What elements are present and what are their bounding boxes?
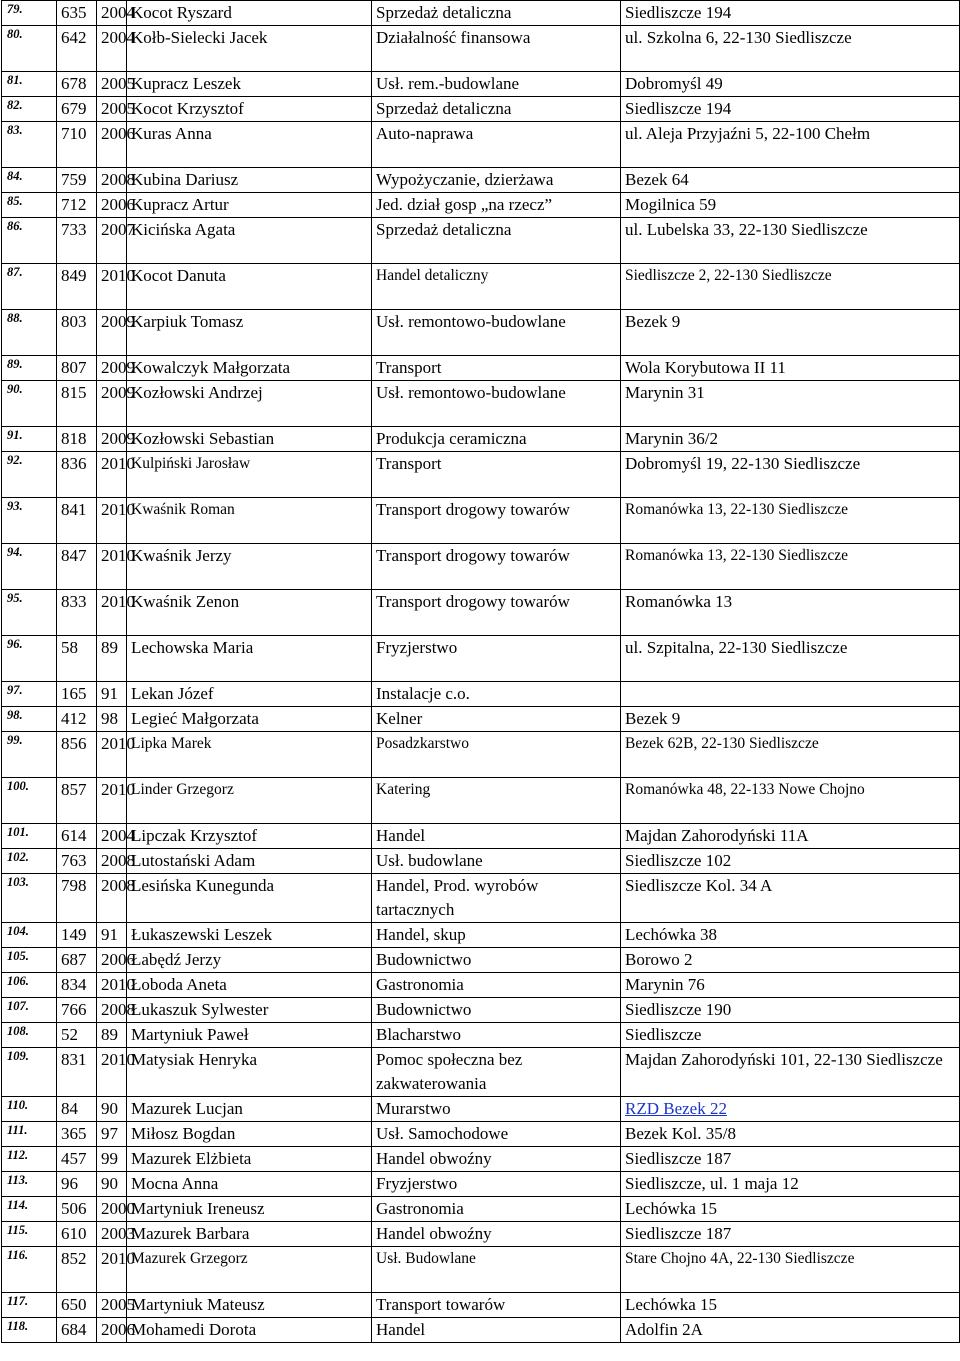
row-number: 95.: [2, 590, 57, 636]
registry-year: 91: [97, 682, 127, 707]
business-activity: Handel obwoźny: [372, 1147, 621, 1172]
registry-year: 2010: [97, 590, 127, 636]
registry-id: 836: [57, 452, 97, 498]
owner-name: Kocot Danuta: [127, 264, 372, 310]
owner-name: Kubina Dariusz: [127, 168, 372, 193]
owner-name: Kwaśnik Jerzy: [127, 544, 372, 590]
business-address: Siedliszcze: [621, 1023, 960, 1048]
registry-table: [1, 0, 960, 1343]
owner-name: Lipczak Krzysztof: [127, 824, 372, 849]
business-address: Dobromyśl 19, 22-130 Siedliszcze: [621, 452, 960, 498]
table-row: [2, 1222, 960, 1247]
row-number: 79.: [2, 1, 57, 26]
business-activity: Działalność finansowa: [372, 26, 621, 72]
business-activity: Transport: [372, 356, 621, 381]
business-activity: Transport drogowy towarów: [372, 498, 621, 544]
row-number: 80.: [2, 26, 57, 72]
business-activity: Transport towarów: [372, 1293, 621, 1318]
business-address: ul. Lubelska 33, 22-130 Siedliszcze: [621, 218, 960, 264]
row-number: 93.: [2, 498, 57, 544]
owner-name: Łukaszuk Sylwester: [127, 998, 372, 1023]
row-number: 115.: [2, 1222, 57, 1247]
business-address: ul. Szpitalna, 22-130 Siedliszcze: [621, 636, 960, 682]
table-row: [2, 636, 960, 682]
business-activity: Pomoc społeczna bez zakwaterowania: [372, 1048, 621, 1097]
business-activity: Murarstwo: [372, 1097, 621, 1122]
registry-id: 849: [57, 264, 97, 310]
registry-year: 2007: [97, 218, 127, 264]
row-number: 108.: [2, 1023, 57, 1048]
business-activity: Handel detaliczny: [372, 264, 621, 310]
owner-name: Kocot Krzysztof: [127, 97, 372, 122]
registry-id: 763: [57, 849, 97, 874]
owner-name: Mazurek Lucjan: [127, 1097, 372, 1122]
table-row: [2, 923, 960, 948]
registry-id: 457: [57, 1147, 97, 1172]
owner-name: Kulpiński Jarosław: [127, 452, 372, 498]
owner-name: Lipka Marek: [127, 732, 372, 778]
table-row: [2, 1023, 960, 1048]
table-row: [2, 26, 960, 72]
table-row: [2, 778, 960, 824]
table-row: [2, 544, 960, 590]
owner-name: Kozłowski Andrzej: [127, 381, 372, 427]
business-address: Siedliszcze 190: [621, 998, 960, 1023]
registry-year: 2004: [97, 1, 127, 26]
table-row: [2, 1247, 960, 1293]
business-address: Bezek 9: [621, 310, 960, 356]
row-number: 81.: [2, 72, 57, 97]
owner-name: Kupracz Leszek: [127, 72, 372, 97]
owner-name: Martyniuk Paweł: [127, 1023, 372, 1048]
registry-id: 52: [57, 1023, 97, 1048]
business-activity: Auto-naprawa: [372, 122, 621, 168]
registry-id: 712: [57, 193, 97, 218]
business-address: Lechówka 15: [621, 1197, 960, 1222]
registry-year: 2009: [97, 427, 127, 452]
table-row: [2, 1097, 960, 1122]
table-row: [2, 122, 960, 168]
table-row: [2, 356, 960, 381]
owner-name: Linder Grzegorz: [127, 778, 372, 824]
registry-id: 365: [57, 1122, 97, 1147]
table-row: [2, 682, 960, 707]
table-row: [2, 381, 960, 427]
table-row: [2, 849, 960, 874]
registry-rows: [2, 1, 960, 1343]
row-number: 112.: [2, 1147, 57, 1172]
row-number: 89.: [2, 356, 57, 381]
row-number: 101.: [2, 824, 57, 849]
row-number: 88.: [2, 310, 57, 356]
registry-year: 2010: [97, 264, 127, 310]
owner-name: Miłosz Bogdan: [127, 1122, 372, 1147]
registry-year: 90: [97, 1172, 127, 1197]
business-address: Lechówka 38: [621, 923, 960, 948]
registry-id: 857: [57, 778, 97, 824]
row-number: 99.: [2, 732, 57, 778]
business-address: Bezek 64: [621, 168, 960, 193]
registry-year: 90: [97, 1097, 127, 1122]
table-row: [2, 1122, 960, 1147]
registry-id: 831: [57, 1048, 97, 1097]
registry-id: 833: [57, 590, 97, 636]
business-address: Majdan Zahorodyński 11A: [621, 824, 960, 849]
row-number: 117.: [2, 1293, 57, 1318]
registry-id: 852: [57, 1247, 97, 1293]
business-address: Siedliszcze, ul. 1 maja 12: [621, 1172, 960, 1197]
registry-id: 635: [57, 1, 97, 26]
registry-id: 759: [57, 168, 97, 193]
table-row: [2, 1318, 960, 1343]
registry-id: 847: [57, 544, 97, 590]
row-number: 83.: [2, 122, 57, 168]
business-address: Majdan Zahorodyński 101, 22-130 Siedliszcze: [621, 1048, 960, 1097]
registry-year: 2005: [97, 1293, 127, 1318]
registry-year: 2008: [97, 168, 127, 193]
owner-name: Lekan Józef: [127, 682, 372, 707]
table-row: [2, 1172, 960, 1197]
registry-id: 766: [57, 998, 97, 1023]
table-row: [2, 168, 960, 193]
registry-year: 2006: [97, 122, 127, 168]
business-activity: Transport drogowy towarów: [372, 544, 621, 590]
business-address: Mogilnica 59: [621, 193, 960, 218]
business-address: ul. Aleja Przyjaźni 5, 22-100 Chełm: [621, 122, 960, 168]
table-row: [2, 1293, 960, 1318]
business-activity: Fryzjerstwo: [372, 1172, 621, 1197]
row-number: 90.: [2, 381, 57, 427]
registry-id: 856: [57, 732, 97, 778]
business-address: [621, 682, 960, 707]
registry-id: 807: [57, 356, 97, 381]
row-number: 105.: [2, 948, 57, 973]
business-activity: Handel, Prod. wyrobów tartacznych: [372, 874, 621, 923]
owner-name: Mazurek Elżbieta: [127, 1147, 372, 1172]
registry-id: 679: [57, 97, 97, 122]
business-activity: Produkcja ceramiczna: [372, 427, 621, 452]
table-row: [2, 1147, 960, 1172]
registry-year: 2003: [97, 1222, 127, 1247]
business-address: Marynin 76: [621, 973, 960, 998]
registry-id: 684: [57, 1318, 97, 1343]
registry-year: 89: [97, 636, 127, 682]
business-address: Marynin 36/2: [621, 427, 960, 452]
registry-id: 650: [57, 1293, 97, 1318]
registry-year: 2009: [97, 310, 127, 356]
row-number: 113.: [2, 1172, 57, 1197]
row-number: 104.: [2, 923, 57, 948]
business-address: Siedliszcze 2, 22-130 Siedliszcze: [621, 264, 960, 310]
business-activity: Fryzjerstwo: [372, 636, 621, 682]
owner-name: Kuras Anna: [127, 122, 372, 168]
row-number: 87.: [2, 264, 57, 310]
business-activity: Katering: [372, 778, 621, 824]
owner-name: Martyniuk Mateusz: [127, 1293, 372, 1318]
business-activity: Handel obwoźny: [372, 1222, 621, 1247]
owner-name: Łabędź Jerzy: [127, 948, 372, 973]
registry-year: 2010: [97, 1247, 127, 1293]
owner-name: Mazurek Barbara: [127, 1222, 372, 1247]
business-activity: Wypożyczanie, dzierżawa: [372, 168, 621, 193]
row-number: 85.: [2, 193, 57, 218]
registry-id: 84: [57, 1097, 97, 1122]
business-activity: Transport drogowy towarów: [372, 590, 621, 636]
registry-id: 710: [57, 122, 97, 168]
row-number: 100.: [2, 778, 57, 824]
address-link[interactable]: RZD Bezek 22: [625, 1099, 727, 1118]
business-address: Stare Chojno 4A, 22-130 Siedliszcze: [621, 1247, 960, 1293]
business-address: ul. Szkolna 6, 22-130 Siedliszcze: [621, 26, 960, 72]
owner-name: Kołb-Sielecki Jacek: [127, 26, 372, 72]
business-address: Lechówka 15: [621, 1293, 960, 1318]
registry-year: 2010: [97, 973, 127, 998]
owner-name: Lesińska Kunegunda: [127, 874, 372, 923]
table-row: [2, 824, 960, 849]
registry-id: 96: [57, 1172, 97, 1197]
business-address: Dobromyśl 49: [621, 72, 960, 97]
business-activity: Sprzedaż detaliczna: [372, 218, 621, 264]
registry-year: 99: [97, 1147, 127, 1172]
business-address: Siedliszcze 187: [621, 1147, 960, 1172]
registry-year: 2010: [97, 498, 127, 544]
row-number: 107.: [2, 998, 57, 1023]
registry-year: 2010: [97, 732, 127, 778]
table-row: [2, 1, 960, 26]
business-activity: Posadzkarstwo: [372, 732, 621, 778]
row-number: 94.: [2, 544, 57, 590]
registry-year: 2004: [97, 26, 127, 72]
registry-id: 610: [57, 1222, 97, 1247]
business-activity: Budownictwo: [372, 998, 621, 1023]
business-address: Borowo 2: [621, 948, 960, 973]
business-activity: Usł. remontowo-budowlane: [372, 310, 621, 356]
registry-year: 2009: [97, 381, 127, 427]
table-row: [2, 72, 960, 97]
table-row: [2, 193, 960, 218]
row-number: 84.: [2, 168, 57, 193]
registry-year: 98: [97, 707, 127, 732]
business-activity: Blacharstwo: [372, 1023, 621, 1048]
table-row: [2, 452, 960, 498]
table-row: [2, 998, 960, 1023]
registry-id: 678: [57, 72, 97, 97]
registry-year: 2008: [97, 849, 127, 874]
table-row: [2, 97, 960, 122]
business-activity: Usł. rem.-budowlane: [372, 72, 621, 97]
owner-name: Łoboda Aneta: [127, 973, 372, 998]
business-address: Marynin 31: [621, 381, 960, 427]
table-row: [2, 498, 960, 544]
business-activity: Sprzedaż detaliczna: [372, 97, 621, 122]
row-number: 111.: [2, 1122, 57, 1147]
row-number: 109.: [2, 1048, 57, 1097]
row-number: 106.: [2, 973, 57, 998]
business-activity: Instalacje c.o.: [372, 682, 621, 707]
registry-year: 2004: [97, 824, 127, 849]
row-number: 98.: [2, 707, 57, 732]
row-number: 82.: [2, 97, 57, 122]
registry-id: 165: [57, 682, 97, 707]
registry-id: 803: [57, 310, 97, 356]
registry-year: 2006: [97, 193, 127, 218]
registry-id: 687: [57, 948, 97, 973]
business-address: Siedliszcze 102: [621, 849, 960, 874]
registry-year: 2009: [97, 356, 127, 381]
business-address: Wola Korybutowa II 11: [621, 356, 960, 381]
table-row: [2, 590, 960, 636]
owner-name: Matysiak Henryka: [127, 1048, 372, 1097]
owner-name: Kocot Ryszard: [127, 1, 372, 26]
owner-name: Mocna Anna: [127, 1172, 372, 1197]
business-activity: Jed. dział gosp „na rzecz”: [372, 193, 621, 218]
registry-id: 149: [57, 923, 97, 948]
row-number: 116.: [2, 1247, 57, 1293]
registry-id: 733: [57, 218, 97, 264]
registry-year: 2006: [97, 1318, 127, 1343]
table-row: [2, 1197, 960, 1222]
row-number: 96.: [2, 636, 57, 682]
business-activity: Usł. budowlane: [372, 849, 621, 874]
registry-id: 834: [57, 973, 97, 998]
registry-id: 642: [57, 26, 97, 72]
business-activity: Usł. Samochodowe: [372, 1122, 621, 1147]
business-activity: Sprzedaż detaliczna: [372, 1, 621, 26]
registry-year: 2005: [97, 97, 127, 122]
table-row: [2, 427, 960, 452]
registry-id: 412: [57, 707, 97, 732]
business-activity: Gastronomia: [372, 1197, 621, 1222]
row-number: 103.: [2, 874, 57, 923]
business-address: Romanówka 13, 22-130 Siedliszcze: [621, 544, 960, 590]
registry-id: 841: [57, 498, 97, 544]
owner-name: Kwaśnik Zenon: [127, 590, 372, 636]
business-address: Bezek 62B, 22-130 Siedliszcze: [621, 732, 960, 778]
registry-year: 2008: [97, 998, 127, 1023]
owner-name: Kowalczyk Małgorzata: [127, 356, 372, 381]
business-address: Bezek 9: [621, 707, 960, 732]
row-number: 97.: [2, 682, 57, 707]
registry-year: 97: [97, 1122, 127, 1147]
business-activity: Transport: [372, 452, 621, 498]
business-address: Bezek Kol. 35/8: [621, 1122, 960, 1147]
business-activity: Gastronomia: [372, 973, 621, 998]
row-number: 102.: [2, 849, 57, 874]
business-address: [621, 1097, 960, 1122]
table-row: [2, 973, 960, 998]
business-address: Romanówka 13: [621, 590, 960, 636]
owner-name: Karpiuk Tomasz: [127, 310, 372, 356]
registry-year: 2010: [97, 544, 127, 590]
registry-year: 2010: [97, 452, 127, 498]
owner-name: Łukaszewski Leszek: [127, 923, 372, 948]
registry-id: 818: [57, 427, 97, 452]
row-number: 110.: [2, 1097, 57, 1122]
table-row: [2, 707, 960, 732]
table-row: [2, 732, 960, 778]
row-number: 86.: [2, 218, 57, 264]
owner-name: Lechowska Maria: [127, 636, 372, 682]
registry-year: 2010: [97, 778, 127, 824]
business-activity: Handel, skup: [372, 923, 621, 948]
registry-year: 89: [97, 1023, 127, 1048]
row-number: 118.: [2, 1318, 57, 1343]
registry-year: 2000: [97, 1197, 127, 1222]
row-number: 114.: [2, 1197, 57, 1222]
business-address: Siedliszcze 187: [621, 1222, 960, 1247]
registry-id: 58: [57, 636, 97, 682]
table-row: [2, 874, 960, 923]
owner-name: Legieć Małgorzata: [127, 707, 372, 732]
business-address: Adolfin 2A: [621, 1318, 960, 1343]
business-address: Siedliszcze 194: [621, 97, 960, 122]
owner-name: Lutostański Adam: [127, 849, 372, 874]
business-address: Siedliszcze Kol. 34 A: [621, 874, 960, 923]
business-activity: Handel: [372, 1318, 621, 1343]
business-activity: Usł. remontowo-budowlane: [372, 381, 621, 427]
owner-name: Kicińska Agata: [127, 218, 372, 264]
registry-year: 2008: [97, 874, 127, 923]
table-row: [2, 310, 960, 356]
table-row: [2, 948, 960, 973]
table-row: [2, 218, 960, 264]
owner-name: Kozłowski Sebastian: [127, 427, 372, 452]
business-activity: Kelner: [372, 707, 621, 732]
business-activity: Handel: [372, 824, 621, 849]
business-address: Romanówka 13, 22-130 Siedliszcze: [621, 498, 960, 544]
row-number: 91.: [2, 427, 57, 452]
registry-year: 2010: [97, 1048, 127, 1097]
row-number: 92.: [2, 452, 57, 498]
owner-name: Kwaśnik Roman: [127, 498, 372, 544]
registry-year: 2005: [97, 72, 127, 97]
owner-name: Martyniuk Ireneusz: [127, 1197, 372, 1222]
table-row: [2, 1048, 960, 1097]
owner-name: Mazurek Grzegorz: [127, 1247, 372, 1293]
owner-name: Kupracz Artur: [127, 193, 372, 218]
business-address: Romanówka 48, 22-133 Nowe Chojno: [621, 778, 960, 824]
business-activity: Budownictwo: [372, 948, 621, 973]
table-row: [2, 264, 960, 310]
owner-name: Mohamedi Dorota: [127, 1318, 372, 1343]
registry-id: 815: [57, 381, 97, 427]
registry-id: 798: [57, 874, 97, 923]
registry-id: 614: [57, 824, 97, 849]
registry-year: 2006: [97, 948, 127, 973]
business-activity: Usł. Budowlane: [372, 1247, 621, 1293]
business-address: Siedliszcze 194: [621, 1, 960, 26]
registry-id: 506: [57, 1197, 97, 1222]
registry-year: 91: [97, 923, 127, 948]
